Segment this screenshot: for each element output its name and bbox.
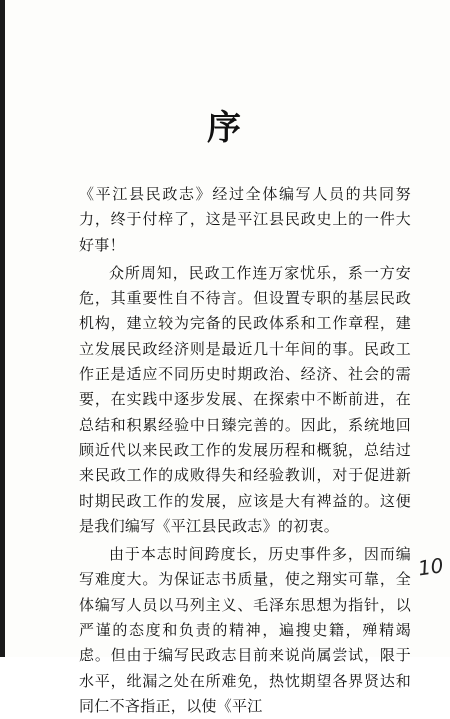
body-text (79, 182, 411, 719)
paragraph-3: 由于本志时间跨度长，历史事件多，因而编写难度大。为保证志书质量，使之翔实可靠，全体编写人员以马列主义、毛泽东思想为指针，以严谨的态度和负责的精神，遍搜史籍，殚精竭虑。但由于编写民政志目前来说尚属尝试，限于水平，纰漏之处在所难免，热忱期望各界贤达和同仁不吝指正，以使《平江 (79, 545, 411, 715)
page-title: 序 (207, 108, 243, 148)
paragraph-1: 《平江县民政志》经过全体编写人员的共同努力，终于付梓了，这是平江县民政史上的一件大好事！ (79, 185, 411, 254)
scan-edge-shadow (0, 0, 5, 657)
page-number-text: 10 (416, 553, 445, 581)
handwritten-page-number (416, 553, 445, 636)
paragraph-2: 众所周知，民政工作连万家忧乐，系一方安危，其重要性自不待言。但设置专职的基层民政机构，建立较为完备的民政体系和工作章程，建立发展民政经济则是最近几十年间的事。民政工作正是适应不同历史时期政治、经济、社会的需要，在实践中逐步发展、在探索中不断前进，在总结和积累经验中日臻完善的。因此，系统地回顾近代以来民政工作的发展历程和概貌，总结过来民政工作的成败得失和经验教训，对于促进新时期民政工作的发展，应该是大有裨益的。这便是我们编写《平江县民政志》的初衷。 (79, 263, 411, 535)
